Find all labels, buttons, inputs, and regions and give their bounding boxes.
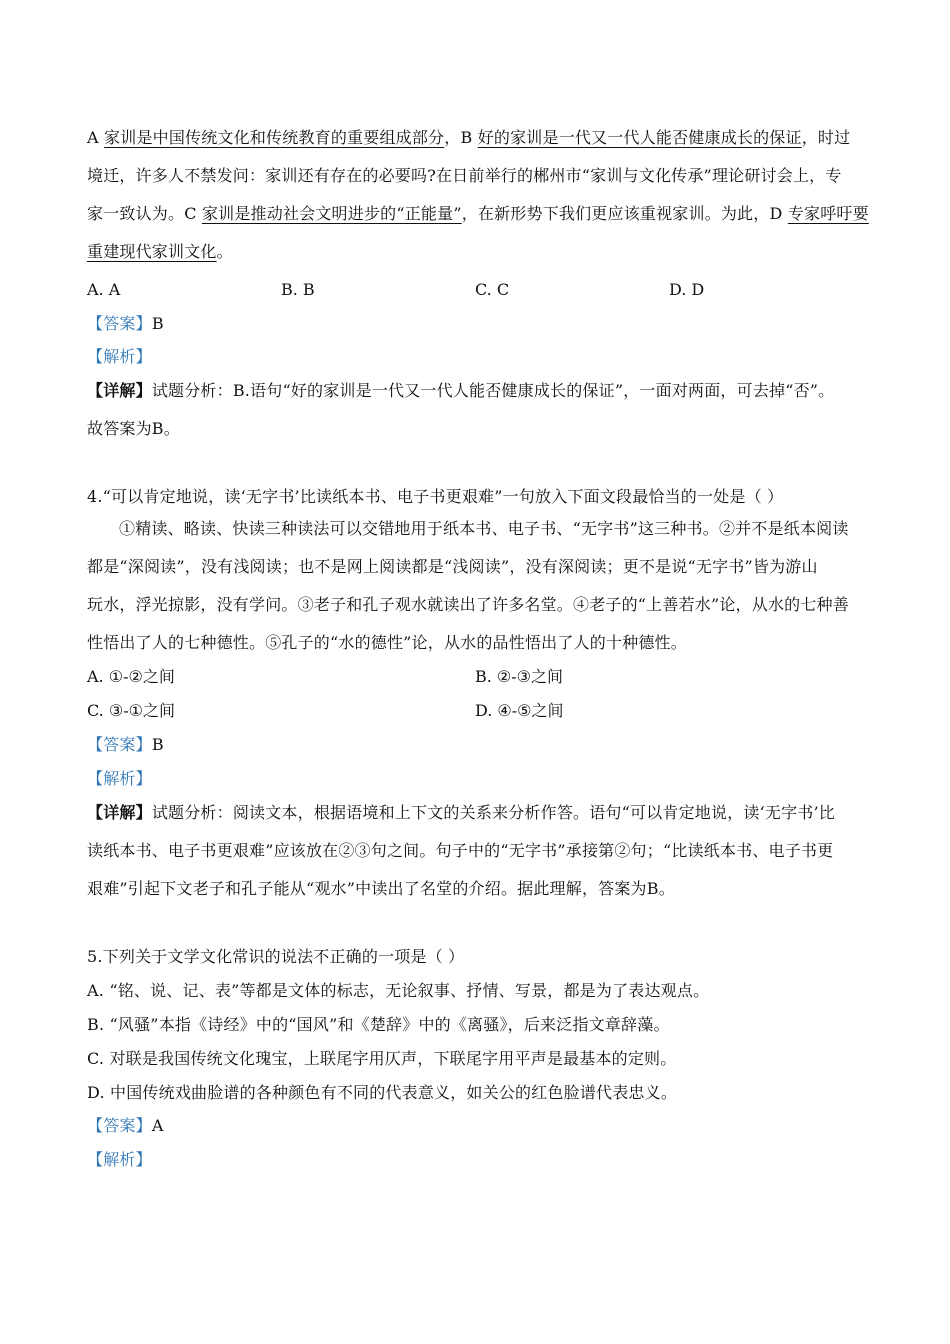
q3-underlined-b: 好的家训是一代又一代人能否健康成长的保证 xyxy=(477,128,802,147)
answer-value: B xyxy=(151,314,164,333)
q4-passage-line-3: 玩水，浮光掠影，没有学问。③老子和孔子观水就读出了许多名堂。④老子的“上善若水”论，从水的七种善 xyxy=(87,595,849,614)
q5-option-b: B. “风骚”本指《诗经》中的“国风”和《楚辞》中的《离骚》，后来泛指文章辞藻。 xyxy=(87,1015,670,1034)
q4-passage-line-1: ①精读、略读、快读三种读法可以交错地用于纸本书、电子书、“无字书”这三种书。②并不是纸本阅读 xyxy=(119,519,849,538)
answer-value: B xyxy=(151,735,164,754)
q3-option-a: A. A xyxy=(87,280,121,299)
q3-text: 。 xyxy=(216,242,233,261)
q3-analysis-tag: 【解析】 xyxy=(87,347,152,366)
q3-label-a: A xyxy=(87,128,105,147)
detail-text: 试题分析：阅读文本，根据语境和上下文的关系来分析作答。语句“可以肯定地说，读‘无字书’比 xyxy=(151,803,835,822)
q4-detail-line-1 xyxy=(87,803,835,823)
q4-detail-line-3: 艰难”引起下文老子和孔子能从“观水”中读出了名堂的介绍。据此理解，答案为B。 xyxy=(87,879,675,898)
answer-tag: 【答案】 xyxy=(87,735,152,754)
q4-option-a: A. ①-②之间 xyxy=(87,667,175,686)
q3-passage-line-1 xyxy=(87,128,850,148)
detail-tag: 【详解】 xyxy=(87,381,152,400)
q3-underlined-a: 家训是中国传统文化和传统教育的重要组成部分 xyxy=(104,128,445,147)
q3-label-b: ，B xyxy=(444,128,478,147)
q3-passage-line-3 xyxy=(87,204,869,224)
q5-stem: 5.下列关于文学文化常识的说法不正确的一项是（ ） xyxy=(87,947,465,966)
detail-tag: 【详解】 xyxy=(87,803,152,822)
q3-passage-line-4 xyxy=(87,242,233,262)
q5-option-c: C. 对联是我国传统文化瑰宝，上联尾字用仄声，下联尾字用平声是最基本的定则。 xyxy=(87,1049,677,1068)
q5-option-d: D. 中国传统戏曲脸谱的各种颜色有不同的代表意义，如关公的红色脸谱代表忠义。 xyxy=(87,1083,678,1102)
q5-analysis-tag: 【解析】 xyxy=(87,1150,152,1169)
q3-underlined-c: 家训是推动社会文明进步的“正能量” xyxy=(201,204,462,223)
q5-option-a: A. “铭、说、记、表”等都是文体的标志，无论叙事、抒情、写景，都是为了表达观点。 xyxy=(87,981,710,1000)
q3-option-b: B. B xyxy=(281,280,315,299)
answer-tag: 【答案】 xyxy=(87,314,152,333)
answer-value: A xyxy=(151,1116,164,1135)
q3-option-c: C. C xyxy=(475,280,510,299)
q3-detail-line-2: 故答案为B。 xyxy=(87,419,180,438)
q3-underlined-d-cont: 重建现代家训文化 xyxy=(87,242,217,261)
q5-answer xyxy=(87,1116,164,1136)
detail-text: 试题分析：B.语句“好的家训是一代又一代人能否健康成长的保证”，一面对两面，可去掉“否”。 xyxy=(151,381,835,400)
q3-text: 家一致认为。C xyxy=(87,204,202,223)
q3-passage-line-2: 境迁，许多人不禁发问：家训还有存在的必要吗?在日前举行的郴州市“家训与文化传承”理论研讨会上，专 xyxy=(87,166,842,185)
answer-tag: 【答案】 xyxy=(87,1116,152,1135)
q4-stem: 4.“可以肯定地说，读‘无字书’比读纸本书、电子书更艰难”一句放入下面文段最恰当的一处是（ ） xyxy=(87,487,784,506)
q4-detail-line-2: 读纸本书、电子书更艰难”应该放在②③句之间。句子中的“无字书”承接第②句；“比读纸本书、电子书更 xyxy=(87,841,834,860)
q3-text: ，时过 xyxy=(801,128,851,147)
q4-option-d: D. ④-⑤之间 xyxy=(475,701,564,720)
q4-analysis-tag: 【解析】 xyxy=(87,769,152,788)
q4-passage-line-4: 性悟出了人的七种德性。⑤孔子的“水的德性”论，从水的品性悟出了人的十种德性。 xyxy=(87,633,687,652)
q4-option-b: B. ②-③之间 xyxy=(475,667,564,686)
q3-detail-line-1 xyxy=(87,381,834,401)
q4-option-c: C. ③-①之间 xyxy=(87,701,175,720)
q4-answer xyxy=(87,735,164,755)
q3-answer xyxy=(87,314,164,334)
q3-option-d: D. D xyxy=(669,280,705,299)
q4-passage-line-2: 都是“深阅读”，没有浅阅读；也不是网上阅读都是“浅阅读”，没有深阅读；更不是说“无字书”皆为游山 xyxy=(87,557,818,576)
q3-underlined-d: 专家呼吁要 xyxy=(787,204,869,223)
q3-text: ，在新形势下我们更应该重视家训。为此，D xyxy=(461,204,788,223)
